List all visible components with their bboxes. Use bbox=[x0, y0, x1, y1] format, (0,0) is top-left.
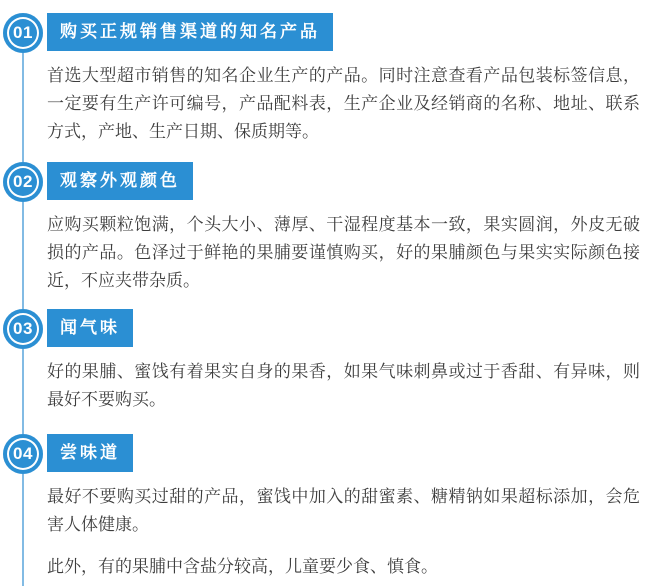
section-buy-reputable-products bbox=[0, 13, 657, 146]
step-number-badge: 03 bbox=[3, 309, 43, 349]
step-number-badge: 04 bbox=[3, 434, 43, 474]
step-number-badge: 02 bbox=[3, 162, 43, 202]
section-taste bbox=[0, 434, 657, 581]
section-paragraph: 此外，有的果脯中含盐分较高，儿童要少食、慎食。 bbox=[47, 557, 438, 576]
section-paragraph: 好的果脯、蜜饯有着果实自身的果香，如果气味刺鼻或过于香甜、有异味，则最好不要购买。 bbox=[47, 362, 640, 409]
section-paragraph: 应购买颗粒饱满，个头大小、薄厚、干湿程度基本一致，果实圆润，外皮无破损的产品。色泽过于鲜艳的果脯要谨慎购买，好的果脯颜色与果实实际颜色接近，不应夹带杂质。 bbox=[47, 215, 640, 290]
section-title: 闻气味 bbox=[47, 309, 133, 347]
section-title: 购买正规销售渠道的知名产品 bbox=[47, 13, 333, 51]
section-title: 观察外观颜色 bbox=[47, 162, 193, 200]
section-smell bbox=[0, 309, 657, 414]
section-observe-appearance-color bbox=[0, 162, 657, 295]
section-paragraph: 最好不要购买过甜的产品，蜜饯中加入的甜蜜素、糖精钠如果超标添加，会危害人体健康。 bbox=[47, 487, 640, 534]
section-title: 尝味道 bbox=[47, 434, 133, 472]
section-paragraph: 首选大型超市销售的知名企业生产的产品。同时注意查看产品包装标签信息，一定要有生产许可编号，产品配料表，生产企业及经销商的名称、地址、联系方式，产地、生产日期、保质期等。 bbox=[47, 66, 640, 141]
step-number-badge: 01 bbox=[3, 13, 43, 53]
